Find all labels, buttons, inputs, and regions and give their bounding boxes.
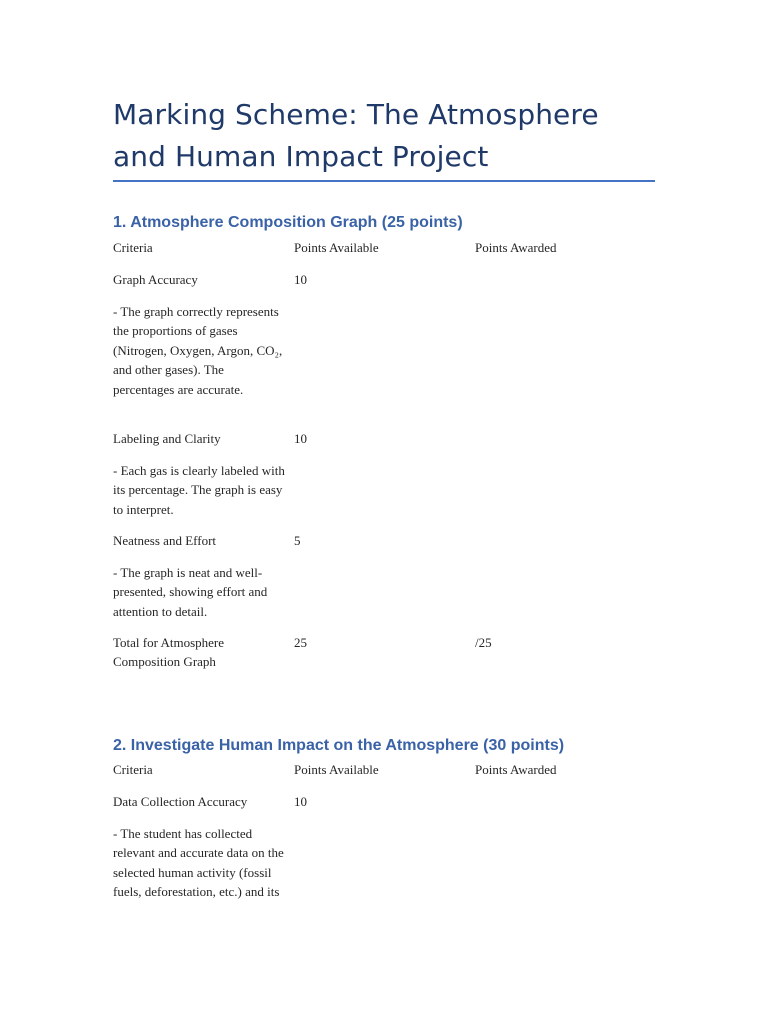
page-title: Marking Scheme: The Atmosphere and Human Impact Project [113,98,599,173]
column-header-points-awarded: Points Awarded [475,762,557,777]
column-header-points-available: Points Available [294,762,379,777]
total-points-awarded-cell: /25 [475,635,492,650]
criteria-cell: Labeling and Clarity [113,431,221,446]
column-header-criteria: Criteria [113,762,153,777]
column-header-points-available: Points Available [294,240,379,255]
criteria-description: - The graph is neat and well-presented, showing effort and attention to detail. [113,565,268,619]
total-label-cell: Total for Atmosphere Composition Graph [113,635,225,670]
points-available-cell: 10 [294,794,307,809]
points-available-cell: 5 [294,533,301,548]
column-header-points-awarded: Points Awarded [475,240,557,255]
column-header-criteria: Criteria [113,240,153,255]
section-heading-2: 2. Investigate Human Impact on the Atmosphere (30 points) [113,737,565,754]
criteria-description: - Each gas is clearly labeled with its percentage. The graph is easy to interpret. [113,463,285,517]
criteria-cell: Neatness and Effort [113,533,217,548]
points-available-cell: 10 [294,431,307,446]
section-heading-1: 1. Atmosphere Composition Graph (25 points) [113,214,463,231]
total-points-available-cell: 25 [294,635,307,650]
criteria-cell: Graph Accuracy [113,272,198,287]
criteria-cell: Data Collection Accuracy [113,794,248,809]
points-available-cell: 10 [294,272,307,287]
criteria-description: - The graph correctly represents the proportions of gases (Nitrogen, Oxygen, Argon, CO₂, and other gases). The percentages are accurate. [113,304,283,397]
title-underline [113,180,655,182]
criteria-description: - The student has collected relevant and accurate data on the selected human activity (fossil fuels, deforestation, etc.) and its [113,826,284,900]
